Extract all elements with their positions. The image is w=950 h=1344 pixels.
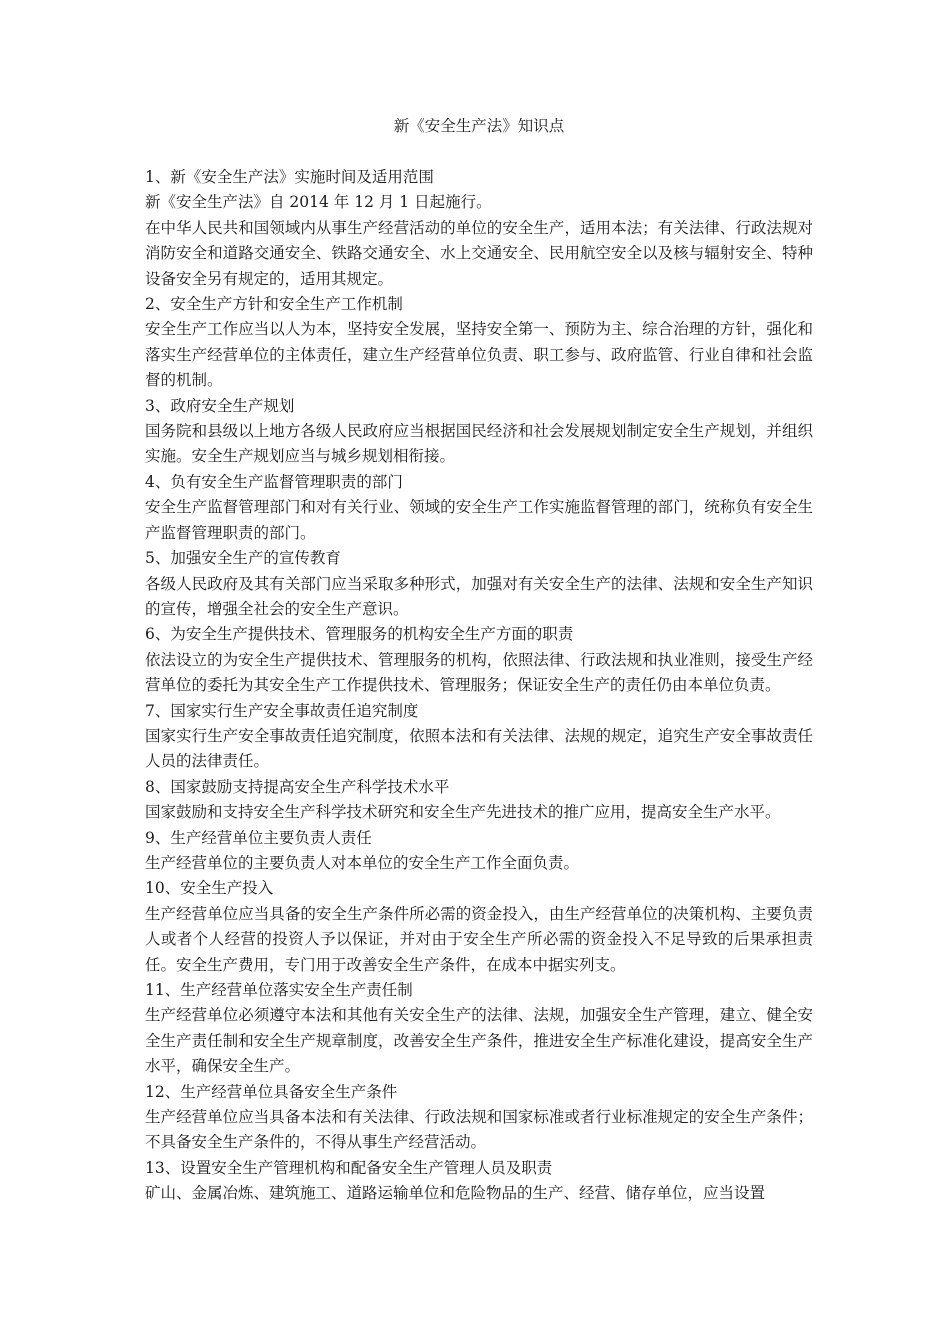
section-paragraph: 依法设立的为安全生产提供技术、管理服务的机构，依照法律、行政法规和执业准则，接受生产经营单位的委托为其安全生产工作提供技术、管理服务；保证安全生产的责任仍由本单位负责。 (145, 650, 813, 695)
section-heading: 9、生产经营单位主要负责人责任 (145, 828, 372, 847)
section (145, 826, 813, 877)
section-heading: 3、政府安全生产规划 (145, 396, 295, 415)
section-paragraph: 生产经营单位必须遵守本法和其他有关安全生产的法律、法规，加强安全生产管理，建立、健全安全生产责任制和安全生产规章制度，改善安全生产条件，推进安全生产标准化建设，提高安全生产水平，确保安全生产。 (145, 1006, 813, 1076)
document-title: 新《安全生产法》知识点 (393, 117, 565, 135)
section (145, 876, 813, 978)
section (145, 622, 813, 698)
section-heading: 8、国家鼓励支持提高安全生产科学技术水平 (145, 777, 450, 796)
section (145, 546, 813, 622)
section-heading: 6、为安全生产提供技术、管理服务的机构安全生产方面的职责 (145, 625, 574, 644)
section-heading: 13、设置安全生产管理机构和配备安全生产管理人员及职责 (145, 1158, 553, 1177)
section (145, 292, 813, 394)
section (145, 1080, 813, 1156)
section (145, 775, 813, 826)
section-heading: 4、负有安全生产监督管理职责的部门 (145, 472, 403, 491)
section-heading: 11、生产经营单位落实安全生产责任制 (145, 981, 413, 999)
section-heading: 10、安全生产投入 (145, 879, 274, 898)
section-paragraph: 矿山、金属冶炼、建筑施工、道路运输单位和危险物品的生产、经营、储存单位，应当设置 (145, 1184, 766, 1203)
section-paragraph: 国家鼓励和支持安全生产科学技术研究和安全生产先进技术的推广应用，提高安全生产水平。 (145, 803, 781, 822)
section (145, 699, 813, 775)
section-heading: 2、安全生产方针和安全生产工作机制 (145, 295, 403, 314)
document-page (145, 113, 813, 1207)
section-paragraph: 安全生产监督管理部门和对有关行业、领域的安全生产工作实施监督管理的部门，统称负有安全生产监督管理职责的部门。 (145, 498, 813, 542)
section-paragraph: 在中华人民共和国领域内从事生产经营活动的单位的安全生产，适用本法；有关法律、行政法规对消防安全和道路交通安全、铁路交通安全、水上交通安全、民用航空安全以及核与辐射安全、特种设备安全另有规定的，适用其规定。 (145, 218, 813, 288)
section (145, 1156, 813, 1207)
section-paragraph: 国务院和县级以上地方各级人民政府应当根据国民经济和社会发展规划制定安全生产规划，并组织实施。安全生产规划应当与城乡规划相衔接。 (145, 422, 813, 466)
section-heading: 7、国家实行生产安全事故责任追究制度 (145, 701, 419, 720)
section-paragraph: 安全生产工作应当以人为本，坚持安全发展，坚持安全第一、预防为主、综合治理的方针，强化和落实生产经营单位的主体责任，建立生产经营单位负责、职工参与、政府监管、行业自律和社会监督的机制。 (145, 320, 813, 390)
section-paragraph: 国家实行生产安全事故责任追究制度，依照本法和有关法律、法规的规定，追究生产安全事故责任人员的法律责任。 (145, 726, 813, 771)
section-paragraph: 各级人民政府及其有关部门应当采取多种形式，加强对有关安全生产的法律、法规和安全生产知识的宣传，增强全社会的安全生产意识。 (145, 574, 813, 618)
section (145, 978, 813, 1080)
section-heading: 5、加强安全生产的宣传教育 (145, 549, 341, 568)
section (145, 470, 813, 546)
section-paragraph: 生产经营单位的主要负责人对本单位的安全生产工作全面负责。 (145, 853, 580, 872)
section-heading: 1、新《安全生产法》实施时间及适用范围 (145, 168, 434, 186)
section (145, 165, 813, 292)
document-body (145, 165, 813, 1207)
section-paragraph: 生产经营单位应当具备本法和有关法律、行政法规和国家标准或者行业标准规定的安全生产条件；不具备安全生产条件的，不得从事生产经营活动。 (145, 1108, 813, 1152)
section-paragraph: 新《安全生产法》自 2014 年 12 月 1 日起施行。 (145, 193, 492, 212)
section (145, 394, 813, 470)
section-heading: 12、生产经营单位具备安全生产条件 (145, 1082, 398, 1101)
section-paragraph: 生产经营单位应当具备的安全生产条件所必需的资金投入，由生产经营单位的决策机构、主要负责人或者个人经营的投资人予以保证，并对由于安全生产所必需的资金投入不足导致的后果承担责任。安全生产费用，专门用于改善安全生产条件，在成本中据实列支。 (145, 904, 813, 974)
